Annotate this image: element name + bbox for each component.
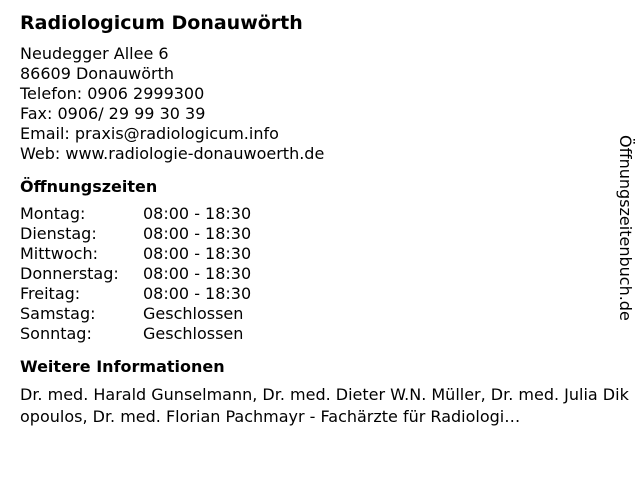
hours-row [20,324,610,344]
hours-row [20,304,610,324]
info-heading: Weitere Informationen [20,357,225,376]
hours-row [20,224,610,244]
hours-time: 08:00 - 18:30 [143,244,252,263]
hours-day: Montag: [20,204,86,223]
fax-number: Fax: 0906/ 29 99 30 39 [20,104,206,123]
hours-row [20,264,610,284]
watermark-label: Öffnungszeitenbuch.de [616,135,635,321]
info-description: Dr. med. Harald Gunselmann, Dr. med. Dieter W.N. Müller, Dr. med. Julia Dikopoulos, Dr. med. Florian Pachmayr - Fachärzte für Radiologi… [20,385,629,426]
hours-time: 08:00 - 18:30 [143,204,252,223]
business-name: Radiologicum Donauwörth [20,12,303,34]
hours-time: Geschlossen [143,324,244,343]
hours-row [20,244,610,264]
hours-table [20,204,610,344]
hours-day: Freitag: [20,284,81,303]
hours-day: Donnerstag: [20,264,119,283]
hours-day: Mittwoch: [20,244,98,263]
contact-block [20,44,610,164]
hours-day: Sonntag: [20,324,92,343]
hours-row [20,284,610,304]
hours-row [20,204,610,224]
hours-day: Dienstag: [20,224,97,243]
hours-time: 08:00 - 18:30 [143,264,252,283]
email-address[interactable]: Email: praxis@radiologicum.info [20,124,279,143]
website-url[interactable]: Web: www.radiologie-donauwoerth.de [20,144,325,163]
hours-time: 08:00 - 18:30 [143,284,252,303]
city-address: 86609 Donauwörth [20,64,175,83]
hours-time: 08:00 - 18:30 [143,224,252,243]
hours-heading: Öffnungszeiten [20,177,158,196]
street-address: Neudegger Allee 6 [20,44,169,63]
hours-time: Geschlossen [143,304,244,323]
hours-day: Samstag: [20,304,96,323]
phone-number[interactable]: Telefon: 0906 2999300 [20,84,205,103]
